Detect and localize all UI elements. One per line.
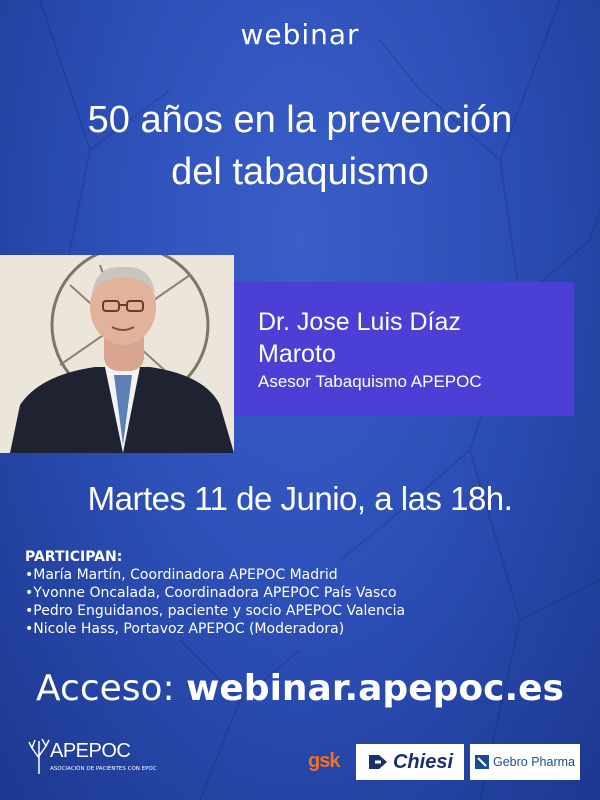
chiesi-mark-icon: [367, 751, 389, 773]
speaker-portrait-illustration: [0, 255, 234, 453]
speaker-role: Asesor Tabaquismo APEPOC: [258, 372, 482, 391]
speaker-name-line-1: Dr. Jose Luis Díaz: [258, 308, 461, 336]
chiesi-logo-text: Chiesi: [392, 750, 454, 773]
participants-list: [25, 548, 405, 638]
event-date: Martes 11 de Junio, a las 18h.: [87, 480, 513, 517]
title-line-1: 50 años en la prevención: [87, 99, 513, 141]
participant-item: •Nicole Hass, Portavoz APEPOC (Moderadora): [25, 621, 345, 637]
access-url-link[interactable]: webinar.apepoc.es: [186, 668, 564, 709]
speaker-name-line-2: Maroto: [258, 340, 336, 368]
participants-heading: PARTICIPAN:: [25, 549, 123, 565]
gsk-logo: gsk: [308, 750, 340, 772]
chiesi-logo: [356, 744, 464, 780]
gebro-logo: [470, 744, 580, 780]
gebro-mark-icon: [475, 755, 489, 769]
webinar-label: webinar: [240, 18, 360, 51]
participant-item: •María Martín, Coordinadora APEPOC Madrid: [25, 567, 338, 583]
participant-item: •Pedro Enguidanos, paciente y socio APEPOC Valencia: [25, 603, 406, 619]
speaker-name: [258, 306, 568, 370]
tree-icon: [28, 738, 50, 774]
title-line-2: del tabaquismo: [171, 151, 429, 193]
apepoc-tagline: ASOCIACIÓN DE PACIENTES CON EPOC: [50, 766, 157, 772]
apepoc-logo: [28, 738, 157, 786]
gebro-logo-text: Gebro Pharma: [493, 755, 575, 769]
apepoc-logo-text: APEPOC: [50, 740, 131, 762]
speaker-photo: [0, 255, 234, 453]
access-line: [0, 668, 600, 709]
access-label: Acceso:: [36, 668, 175, 709]
page-title: [0, 94, 600, 198]
participant-item: •Yvonne Oncalada, Coordinadora APEPOC País Vasco: [25, 585, 397, 601]
